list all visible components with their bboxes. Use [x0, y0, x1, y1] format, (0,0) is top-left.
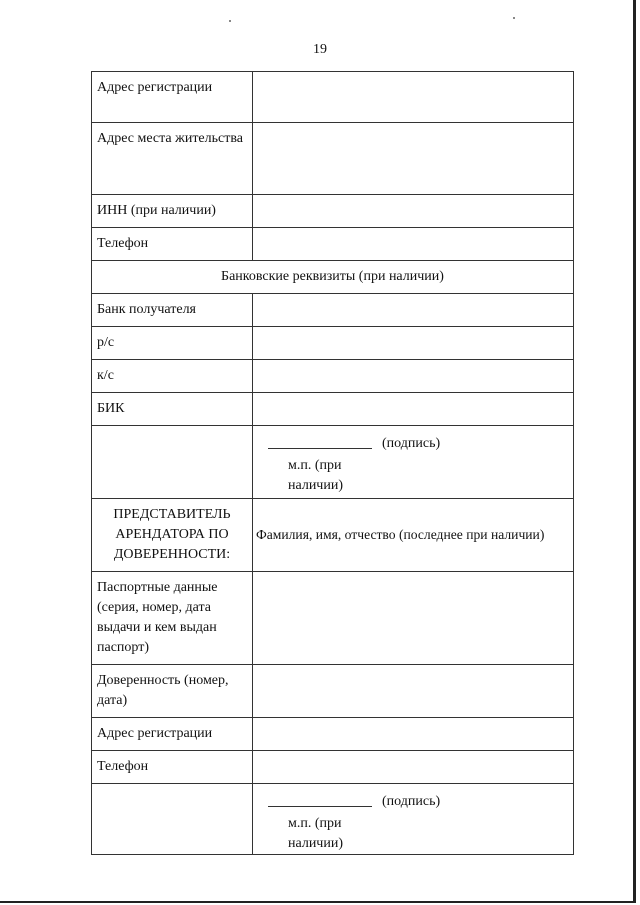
page-number: 19 [313, 42, 327, 57]
row-representative-heading [92, 499, 574, 572]
field-reg-address[interactable] [253, 72, 574, 123]
row-bank-section [92, 261, 574, 294]
field-residence-address[interactable] [253, 123, 574, 195]
representative-heading: ПРЕДСТАВИТЕЛЬ АРЕНДАТОРА ПО ДОВЕРЕННОСТИ: [92, 499, 253, 572]
row-ks [92, 360, 574, 393]
row-rep-reg-address [92, 718, 574, 751]
field-ks[interactable] [253, 360, 574, 393]
signature-label: (подпись) [382, 436, 441, 451]
row-bank-name [92, 294, 574, 327]
stamp-label: м.п. (при наличии) [288, 816, 343, 851]
label-rep-phone: Телефон [92, 751, 253, 784]
row-phone [92, 228, 574, 261]
row-residence-address [92, 123, 574, 195]
row-power-of-attorney [92, 665, 574, 718]
row-inn [92, 195, 574, 228]
label-bank-name: Банк получателя [92, 294, 253, 327]
scan-speck [229, 20, 231, 22]
row-rep-phone [92, 751, 574, 784]
label-phone: Телефон [92, 228, 253, 261]
label-residence-address: Адрес места жительства [92, 123, 253, 195]
field-phone[interactable] [253, 228, 574, 261]
label-ks: к/с [92, 360, 253, 393]
row-reg-address [92, 72, 574, 123]
row-signature-1 [92, 426, 574, 499]
row-rs [92, 327, 574, 360]
scan-speck [513, 17, 515, 19]
signature-block-2 [253, 784, 574, 855]
field-bank-name[interactable] [253, 294, 574, 327]
label-rs: р/с [92, 327, 253, 360]
bank-section-title: Банковские реквизиты (при наличии) [92, 261, 574, 294]
label-bik: БИК [92, 393, 253, 426]
signature-line[interactable] [268, 806, 372, 807]
row-signature-2 [92, 784, 574, 855]
field-rep-reg-address[interactable] [253, 718, 574, 751]
field-rep-phone[interactable] [253, 751, 574, 784]
stamp-label: м.п. (при наличии) [288, 458, 343, 493]
applicant-details-table [91, 71, 574, 855]
row-bik [92, 393, 574, 426]
signature-empty-cell [92, 426, 253, 499]
label-inn: ИНН (при наличии) [92, 195, 253, 228]
label-reg-address: Адрес регистрации [92, 72, 253, 123]
representative-name-field[interactable]: Фамилия, имя, отчество (последнее при наличии) [253, 499, 574, 572]
row-passport [92, 572, 574, 665]
field-power-of-attorney[interactable] [253, 665, 574, 718]
label-power-of-attorney: Доверенность (номер, дата) [92, 665, 253, 718]
label-rep-reg-address: Адрес регистрации [92, 718, 253, 751]
signature-block-1 [253, 426, 574, 499]
field-bik[interactable] [253, 393, 574, 426]
label-passport: Паспортные данные (серия, номер, дата выдачи и кем выдан паспорт) [92, 572, 253, 665]
field-rs[interactable] [253, 327, 574, 360]
field-passport[interactable] [253, 572, 574, 665]
signature-line[interactable] [268, 448, 372, 449]
signature-empty-cell [92, 784, 253, 855]
field-inn[interactable] [253, 195, 574, 228]
signature-label: (подпись) [382, 794, 441, 809]
